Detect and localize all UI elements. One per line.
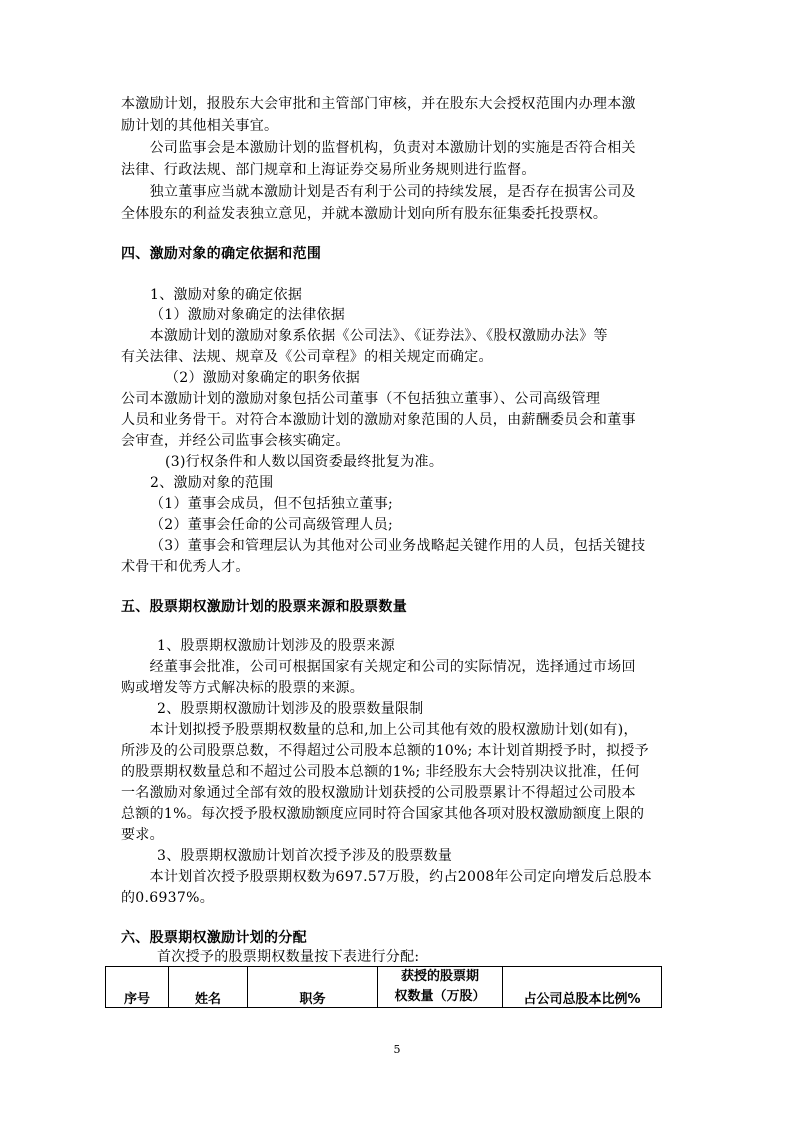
list-item: （3）董事会和管理层认为其他对公司业务战略起关键作用的人员，包括关键技 (150, 538, 646, 554)
section-heading: 六、股票期权激励计划的分配 (121, 930, 307, 946)
paragraph-line: 一名激励对象通过全部有效的股权激励计划获授的公司股票累计不得超过公司股本 (121, 785, 636, 801)
paragraph-line: 会审查，并经公司监事会核实确定。 (121, 433, 350, 449)
table-header-cell (378, 967, 503, 1008)
section-heading: 五、股票期权激励计划的股票来源和股票数量 (121, 599, 407, 615)
paragraph-line: 经董事会批准，公司可根据国家有关规定和公司的实际情况，选择通过市场回 (121, 659, 636, 675)
subsection-title: 1、激励对象的确定依据 (150, 287, 303, 303)
subsection-title: 2、激励对象的范围 (150, 475, 274, 491)
paragraph-line: 法律、行政法规、部门规章和上海证券交易所业务规则进行监督。 (121, 162, 536, 178)
table-header-cell: 职务 (248, 967, 378, 1008)
subsection-title: (3)行权条件和人数以国资委最终批复为准。 (165, 454, 444, 470)
paragraph-line: 总额的1%。每次授予股权激励额度应同时符合国家其他各项对股权激励额度上限的 (121, 806, 645, 822)
paragraph-line: 要求。 (121, 827, 164, 843)
allocation-table (105, 966, 662, 1008)
table-header-line: 获授的股票期 (400, 969, 479, 984)
paragraph-line: 本激励计划，报股东大会审批和主管部门审核，并在股东大会授权范围内办理本激 (121, 96, 636, 112)
list-item: （1）董事会成员，但不包括独立董事; (150, 496, 394, 512)
paragraph-line: 人员和业务骨干。对符合本激励计划的激励对象范围的人员，由薪酬委员会和董事 (121, 412, 636, 428)
section-heading: 四、激励对象的确定依据和范围 (121, 246, 322, 262)
subsection-title: 2、股票期权激励计划涉及的股票数量限制 (157, 701, 424, 717)
paragraph-line: 本激励计划的激励对象系依据《公司法》、《证券法》、《股权激励办法》等 (121, 328, 608, 344)
table-header-row (106, 967, 662, 1008)
paragraph-line: 本计划拟授予股票期权数量的总和,加上公司其他有效的股权激励计划(如有)， (121, 722, 638, 738)
paragraph-line: 有关法律、法规、规章及《公司章程》的相关规定而确定。 (121, 349, 493, 365)
paragraph-line: 全体股东的利益发表独立意见，并就本激励计划向所有股东征集委托投票权。 (121, 206, 608, 222)
page-number: 5 (393, 1043, 401, 1056)
subsection-title: 3、股票期权激励计划首次授予涉及的股票数量 (157, 848, 453, 864)
paragraph-line: 术骨干和优秀人才。 (121, 559, 250, 575)
paragraph-line: 所涉及的公司股票总数，不得超过公司股本总额的10%; 本计划首期授予时，拟授予 (121, 743, 649, 759)
table-intro: 首次授予的股票期权数量按下表进行分配: (157, 949, 420, 965)
paragraph-line: 公司本激励计划的激励对象包括公司董事（不包括独立董事）、公司高级管理 (121, 391, 601, 407)
subsection-title: 1、股票期权激励计划涉及的股票来源 (157, 638, 396, 654)
paragraph-line: 励计划的其他相关事宜。 (121, 118, 279, 134)
paragraph-line: 独立董事应当就本激励计划是否有利于公司的持续发展，是否存在损害公司及 (121, 184, 636, 200)
table-header-cell: 序号 (106, 967, 169, 1008)
subsection-title: （1）激励对象确定的法律依据 (150, 307, 346, 323)
table-header-cell: 姓名 (169, 967, 248, 1008)
subsection-title: （2）激励对象确定的职务依据 (165, 370, 361, 386)
list-item: （2）董事会任命的公司高级管理人员; (150, 517, 394, 533)
table-header-line: 权数量（万股） (394, 989, 486, 1004)
paragraph-line: 的股票期权数量总和不超过公司股本总额的1%; 非经股东大会特别决议批准，任何 (121, 764, 640, 780)
paragraph-line: 的0.6937%。 (121, 890, 214, 906)
paragraph-line: 购或增发等方式解决标的股票的来源。 (121, 680, 365, 696)
paragraph-line: 本计划首次授予股票期权数为697.57万股，约占2008年公司定向增发后总股本 (121, 869, 652, 885)
table-header-cell: 占公司总股本比例% (503, 967, 662, 1008)
paragraph-line: 公司监事会是本激励计划的监督机构，负责对本激励计划的实施是否符合相关 (121, 140, 636, 156)
